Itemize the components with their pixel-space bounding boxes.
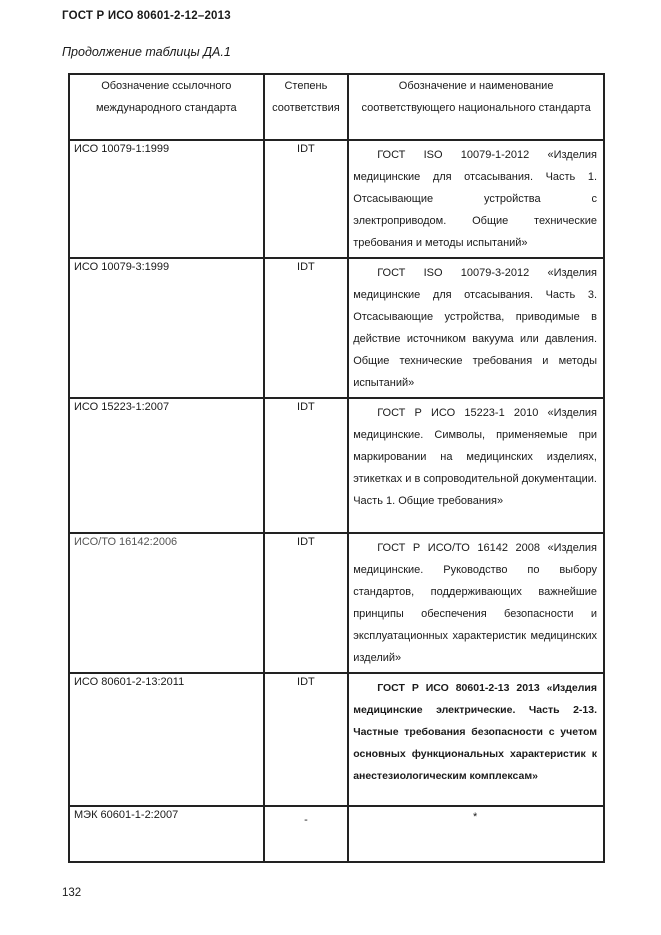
international-code-cell: МЭК 60601-1-2:2007 xyxy=(69,806,264,862)
national-standard-cell: ГОСТ ISO 10079-1-2012 «Изделия медицинские для отсасывания. Часть 1. Отсасывающие устройства с электроприводом. Общие технические требования и методы испытаний» xyxy=(348,140,604,258)
national-standard-cell: ГОСТ Р ИСО 15223-1 2010 «Изделия медицинские. Символы, применяемые при маркировании на медицинских изделиях, этикетках и в сопроводительной документации. Часть 1. Общие требования» xyxy=(348,398,604,533)
document-header: ГОСТ Р ИСО 80601-2-12–2013 xyxy=(62,10,231,22)
column-header-international: Обозначение ссылочного международного стандарта xyxy=(69,74,264,140)
national-standard-cell: * xyxy=(348,806,604,862)
national-standard-cell: ГОСТ Р ИСО/ТО 16142 2008 «Изделия медицинские. Руководство по выбору стандартов, поддерживающих важнейшие принципы обеспечения безопасности и эксплуатационных характеристик медицинских изделий» xyxy=(348,533,604,673)
degree-cell: IDT xyxy=(264,258,349,398)
national-standard-cell: ГОСТ ISO 10079-3-2012 «Изделия медицинские для отсасывания. Часть 3. Отсасывающие устройства, приводимые в действие источником вакуума или давления. Общие технические требования и методы испытаний» xyxy=(348,258,604,398)
page-number: 132 xyxy=(62,887,82,899)
international-code-cell: ИСО 15223-1:2007 xyxy=(69,398,264,533)
table-row xyxy=(69,258,604,398)
degree-cell: IDT xyxy=(264,533,349,673)
table-row xyxy=(69,533,604,673)
column-header-national: Обозначение и наименование соответствующего национального стандарта xyxy=(348,74,604,140)
degree-cell: - xyxy=(264,806,349,862)
international-code-cell: ИСО 10079-3:1999 xyxy=(69,258,264,398)
table-row xyxy=(69,673,604,806)
column-header-degree: Степень соответствия xyxy=(264,74,349,140)
table-row xyxy=(69,140,604,258)
standards-table xyxy=(68,73,605,863)
table-header-row xyxy=(69,74,604,140)
table-row xyxy=(69,398,604,533)
international-code-cell: ИСО 80601-2-13:2011 xyxy=(69,673,264,806)
international-code-cell: ИСО/ТО 16142:2006 xyxy=(69,533,264,673)
table-row xyxy=(69,806,604,862)
international-code-cell: ИСО 10079-1:1999 xyxy=(69,140,264,258)
degree-cell: IDT xyxy=(264,140,349,258)
national-standard-cell: ГОСТ Р ИСО 80601-2-13 2013 «Изделия медицинские электрические. Часть 2-13. Частные требования безопасности с учетом основных функциональных характеристик к анестезиологическим комплексам» xyxy=(348,673,604,806)
degree-cell: IDT xyxy=(264,673,349,806)
table-caption: Продолжение таблицы ДА.1 xyxy=(62,45,231,59)
degree-cell: IDT xyxy=(264,398,349,533)
